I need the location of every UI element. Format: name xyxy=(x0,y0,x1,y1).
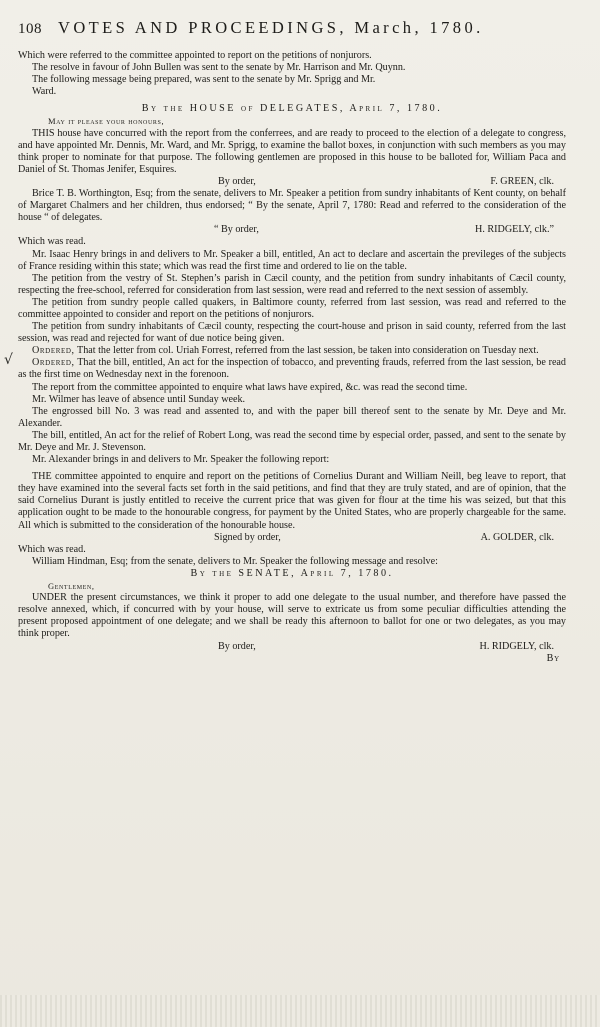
paragraph-worthington-petition: Brice T. B. Worthington, Esq; from the senate, delivers to Mr. Speaker a petition from sundry inhabitants of Kent county, on behalf of Margaret Chalmers and her children, thus endorsed; “ By the senate, April 7, 1780: Read and referred to the consideration of the house “ of delegates. xyxy=(18,188,566,224)
paragraph-read: Which was read. xyxy=(18,236,86,248)
paragraph-hindman-message: William Hindman, Esq; from the senate, delivers to Mr. Speaker the following message and resolve: xyxy=(32,555,438,567)
signature-clerk: A. GOLDER, clk. xyxy=(480,531,554,543)
catchword: By xyxy=(546,652,560,664)
salutation-gentlemen: Gentlemen, xyxy=(48,581,95,592)
ordered-label: Ordered, xyxy=(32,345,75,357)
signature-green xyxy=(18,176,566,188)
ordered-label: Ordered, xyxy=(32,357,75,369)
paragraph-ordered-tobacco xyxy=(18,357,566,381)
message-additional-delegate: UNDER the present circumstances, we think it proper to add one delegate to the usual number, and therefore have passed the resolve annexed, which, if concurred with by your house, will serve to extricate us from some peculiar difficulties attending the present proposed appointment of one delegate; and we shall be ready this afternoon to ballot for one or two delegates, as you may think proper. xyxy=(18,592,566,640)
paragraph-st-stephens-petition: The petition from the vestry of St. Stephen’s parish in Cæcil county, and the petition from sundry inhabitants of Cæcil county, respecting the free-school, referred for consideration from last session, were read and referred to the next session of assembly. xyxy=(18,272,566,296)
paragraph-read-2: Which was read. xyxy=(18,543,86,555)
paragraph-message-prepared xyxy=(18,74,566,98)
committee-report: THE committee appointed to enquire and report on the petitions of Cornelius Durant and William Neill, beg leave to report, that they have examined into the several facts set forth in the said petitions, and find that they are truly stated, and are of opinion, that the said Cornelius Durant is justly entitled to receive the current price that was given for flour at the time his was seized, but that this application ought to be made to the honourable congress, for payment by the United States, who are properly chargeable for the same. All which is submitted to the consideration of the honourable house. xyxy=(18,471,566,531)
signature-by-order: By order, xyxy=(218,640,256,652)
paragraph-henry-bill: Mr. Isaac Henry brings in and delivers to Mr. Speaker a bill, entitled, An act to declare and ascertain the previleges of the subjects of France residing within this state; which was read the first time and ordered to lie on the table. xyxy=(18,248,566,272)
paragraph-courthouse-petition: The petition from sundry inhabitants of Cæcil county, respecting the court-house and prison in said county, referred from the last session, was read and rejected for want of due notice being given. xyxy=(18,321,566,345)
paragraph-ordered-forrest xyxy=(18,345,566,357)
paragraph-expired-laws: The report from the committee appointed to enquire what laws have expired, &c. was read the second time. xyxy=(32,381,468,393)
senate-heading: By the SENATE, April 7, 1780. xyxy=(190,567,394,579)
paragraph-message-prepared-line1: The following message being prepared, was sent to the senate by Mr. Sprigg and Mr. xyxy=(32,74,376,86)
page-title: VOTES AND PROCEEDINGS, March, 1780. xyxy=(58,18,484,37)
text-column xyxy=(18,18,566,665)
signature-ridgely-quoted xyxy=(18,224,566,236)
house-of-delegates-heading: By the HOUSE of DELEGATES, April 7, 1780. xyxy=(141,103,443,115)
signature-by-order: “ By order, xyxy=(214,224,259,236)
signature-clerk: F. GREEN, clk. xyxy=(490,175,554,187)
message-election-delegate: THIS house have concurred with the report from the conferrees, and are ready to proceed to the election of a delegate to congress, and have appointed Mr. Dennis, Mr. Ward, and Mr. Sprigg, to examine the ballot boxes, in conjunction with such members as you may think proper to nominate for that purpose. The following gentlemen are proposed in this house to be balloted for, William Paca and Daniel of St. Thomas Jenifer, Esquires. xyxy=(18,127,566,175)
paragraph-nonjurors: Which were referred to the committee appointed to report on the petitions of nonjurors. xyxy=(18,50,372,61)
signature-by-order: By order, xyxy=(218,175,256,187)
paragraph-message-prepared-line2: Ward. xyxy=(32,86,57,98)
signature-golder xyxy=(18,532,566,544)
paragraph-alexander-report: Mr. Alexander brings in and delivers to Mr. Speaker the following report: xyxy=(32,454,330,466)
page-edge-shadow xyxy=(0,995,600,1027)
paragraph-bullen-resolve: The resolve in favour of John Bullen was sent to the senate by Mr. Harrison and Mr. Quynn. xyxy=(32,62,406,74)
paragraph-wilmer-leave: Mr. Wilmer has leave of absence until Sunday week. xyxy=(32,393,246,405)
paragraph-engrossed-bill: The engrossed bill No. 3 was read and assented to, and with the paper bill thereof sent to the senate by Mr. Deye and Mr. Alexander. xyxy=(18,405,566,429)
page-number: 108 xyxy=(18,21,42,37)
signature-clerk: H. RIDGELY, clk.” xyxy=(475,224,554,236)
ordered-text: That the bill, entitled, An act for the inspection of tobacco, and preventing frauds, referred from the last session, be read as the first time on Wednesday next in the forenoon. xyxy=(18,357,566,381)
signature-signed-by-order: Signed by order, xyxy=(214,531,281,543)
paragraph-robert-long: The bill, entitled, An act for the relief of Robert Long, was read the second time by especial order, passed, and sent to the senate by Mr. Deye and Mr. J. Stevenson. xyxy=(18,429,566,453)
signature-clerk: H. RIDGELY, clk. xyxy=(479,640,554,652)
salutation: May it please your honours, xyxy=(48,116,165,127)
running-header xyxy=(18,18,566,46)
margin-tick-mark: √ xyxy=(4,352,13,368)
paragraph-quakers-petition: The petition from sundry people called quakers, in Baltimore county, referred from last session, was read and referred to the committee appointed to consider and report on the petitions of nonjurors. xyxy=(18,296,566,320)
signature-ridgely xyxy=(18,641,566,653)
ordered-text: That the letter from col. Uriah Forrest, referred from the last session, be taken into consideration on Tuesday next. xyxy=(77,345,539,357)
